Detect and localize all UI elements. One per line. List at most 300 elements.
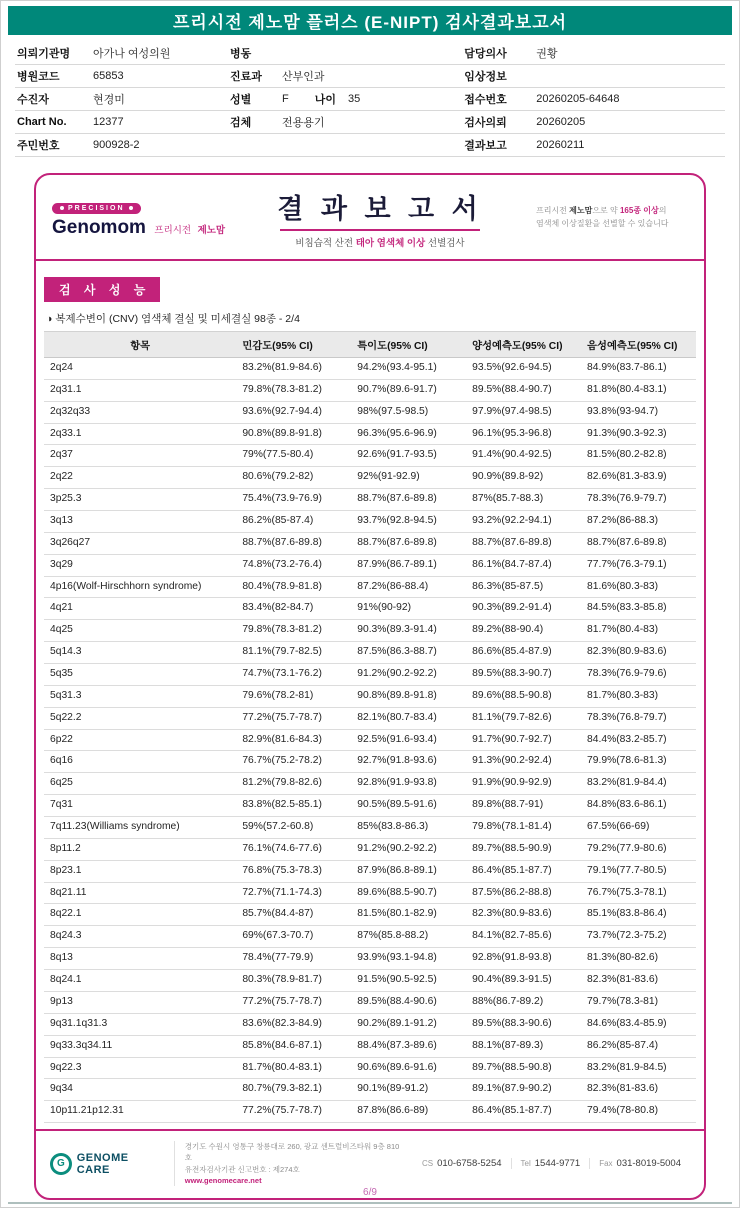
item-name-cell: 8p23.1 xyxy=(44,860,236,882)
item-name-cell: 4q25 xyxy=(44,620,236,642)
field-value: 아가나 여성의원 xyxy=(93,48,171,60)
field-label: 접수번호 xyxy=(464,94,507,106)
side-note-text: 의 xyxy=(658,206,667,216)
tel-label: Tel xyxy=(520,1159,531,1169)
genomom-logo xyxy=(52,197,224,239)
item-name-cell: 2q22 xyxy=(44,467,236,489)
table-row xyxy=(44,948,696,970)
metric-cell: 83.2%(81.9-84.5) xyxy=(581,1057,696,1079)
patient-info-cell xyxy=(15,65,228,88)
brand-subtitle-prefix: 프리시전 xyxy=(154,225,192,236)
metric-cell: 84.4%(83.2-85.7) xyxy=(581,729,696,751)
item-name-cell: 3p25.3 xyxy=(44,489,236,511)
item-name-cell: 3q13 xyxy=(44,511,236,533)
metric-cell: 91.4%(90.4-92.5) xyxy=(466,445,581,467)
subtitle-text: 선별검사 xyxy=(425,238,465,249)
metric-cell: 84.8%(83.6-86.1) xyxy=(581,795,696,817)
tel-contact xyxy=(511,1158,590,1169)
metric-cell: 81.7%(80.3-83) xyxy=(581,685,696,707)
precision-badge xyxy=(52,203,141,214)
item-name-cell: 2q24 xyxy=(44,358,236,380)
patient-info-cell xyxy=(15,134,228,157)
field-value: 권황 xyxy=(536,48,558,60)
item-name-cell: 6p22 xyxy=(44,729,236,751)
field-value: F xyxy=(282,93,289,105)
header-side-note xyxy=(536,205,688,231)
performance-table-head xyxy=(44,332,696,358)
metric-cell: 79.7%(78.3-81) xyxy=(581,991,696,1013)
field-value: 900928-2 xyxy=(93,139,140,151)
field-value: 35 xyxy=(348,93,361,105)
item-name-cell: 5q35 xyxy=(44,664,236,686)
metric-cell: 80.6%(79.2-82) xyxy=(236,467,351,489)
metric-cell: 87.9%(86.7-89.1) xyxy=(351,554,466,576)
metric-cell: 81.6%(80.3-83) xyxy=(581,576,696,598)
metric-cell: 92.8%(91.8-93.8) xyxy=(466,948,581,970)
metric-cell: 94.2%(93.4-95.1) xyxy=(351,358,466,380)
metric-cell: 90.5%(89.5-91.6) xyxy=(351,795,466,817)
patient-info-cell xyxy=(228,42,462,65)
contact-info xyxy=(413,1158,690,1169)
metric-cell: 90.3%(89.3-91.4) xyxy=(351,620,466,642)
metric-cell: 79.8%(78.3-81.2) xyxy=(236,379,351,401)
metric-cell: 86.2%(85-87.4) xyxy=(581,1035,696,1057)
metric-cell: 89.5%(88.3-90.6) xyxy=(466,1013,581,1035)
performance-table xyxy=(44,331,696,1123)
field-value: 산부인과 xyxy=(282,71,325,83)
metric-cell: 77.2%(75.7-78.7) xyxy=(236,991,351,1013)
field-label: 결과보고 xyxy=(464,140,507,152)
table-row xyxy=(44,576,696,598)
metric-cell: 79.9%(78.6-81.3) xyxy=(581,751,696,773)
table-row xyxy=(44,795,696,817)
item-name-cell: 8q24.3 xyxy=(44,926,236,948)
metric-cell: 90.7%(89.6-91.7) xyxy=(351,379,466,401)
item-name-cell: 8q13 xyxy=(44,948,236,970)
table-row xyxy=(44,620,696,642)
metric-cell: 91.2%(90.2-92.2) xyxy=(351,664,466,686)
metric-cell: 90.3%(89.2-91.4) xyxy=(466,598,581,620)
patient-info-cell xyxy=(228,134,462,157)
side-note-line-2: 염색체 이상질환을 선별할 수 있습니다 xyxy=(536,219,669,228)
item-name-cell: 9q33.3q34.11 xyxy=(44,1035,236,1057)
metric-cell: 84.1%(82.7-85.6) xyxy=(466,926,581,948)
side-note-brand: 제노맘 xyxy=(569,206,593,216)
table-row xyxy=(44,401,696,423)
metric-cell: 77.2%(75.7-78.7) xyxy=(236,707,351,729)
metric-cell: 86.2%(85-87.4) xyxy=(236,511,351,533)
table-row xyxy=(44,1079,696,1101)
metric-cell: 83.2%(81.9-84.4) xyxy=(581,773,696,795)
metric-cell: 89.5%(88.3-90.7) xyxy=(466,664,581,686)
genome-care-logo-icon: G xyxy=(50,1153,72,1175)
metric-cell: 82.3%(81-83.6) xyxy=(581,1079,696,1101)
field-label: 주민번호 xyxy=(17,140,60,152)
metric-cell: 93.2%(92.2-94.1) xyxy=(466,511,581,533)
metric-cell: 88.7%(87.6-89.8) xyxy=(466,532,581,554)
field-label: 나이 xyxy=(314,94,336,106)
fax-label: Fax xyxy=(599,1159,613,1169)
side-note-line-1 xyxy=(536,205,688,218)
table-row xyxy=(44,838,696,860)
company-address xyxy=(174,1141,403,1186)
report-heading-block xyxy=(224,187,536,249)
field-value: 20260211 xyxy=(536,139,585,151)
brand-line xyxy=(52,217,224,239)
field-label: 검사의뢰 xyxy=(464,117,507,129)
patient-info-cell xyxy=(15,88,228,111)
field-label: 담당의사 xyxy=(464,48,507,60)
side-note-highlight: 165종 이상 xyxy=(619,206,659,216)
metric-cell: 88.7%(87.6-89.8) xyxy=(236,532,351,554)
cnv-note xyxy=(46,311,704,326)
report-subheading xyxy=(224,235,536,249)
metric-cell: 86.1%(84.7-87.4) xyxy=(466,554,581,576)
metric-cell: 92.5%(91.6-93.4) xyxy=(351,729,466,751)
brand-subtitle: 제노맘 xyxy=(197,225,226,236)
metric-cell: 81.7%(80.4-83.1) xyxy=(236,1057,351,1079)
metric-cell: 91.3%(90.3-92.3) xyxy=(581,423,696,445)
item-name-cell: 8p11.2 xyxy=(44,838,236,860)
table-header-row xyxy=(44,332,696,358)
metric-cell: 86.6%(85.4-87.9) xyxy=(466,642,581,664)
table-row xyxy=(44,729,696,751)
patient-info-cell xyxy=(462,42,725,65)
item-name-cell: 2q31.1 xyxy=(44,379,236,401)
table-row xyxy=(44,707,696,729)
table-row xyxy=(44,642,696,664)
metric-cell: 88.7%(87.6-89.8) xyxy=(581,532,696,554)
cs-number: 010-6758-5254 xyxy=(437,1158,502,1170)
patient-info-cell xyxy=(228,65,462,88)
metric-cell: 81.1%(79.7-82.5) xyxy=(236,642,351,664)
metric-cell: 78.3%(76.9-79.7) xyxy=(581,489,696,511)
col-header-sensitivity: 민감도(95% CI) xyxy=(236,332,351,358)
metric-cell: 85.8%(84.6-87.1) xyxy=(236,1035,351,1057)
metric-cell: 89.7%(88.5-90.8) xyxy=(466,1057,581,1079)
item-name-cell: 9p13 xyxy=(44,991,236,1013)
report-title: 프리시전 제노맘 플러스 (E-NIPT) 검사결과보고서 xyxy=(172,13,568,32)
item-name-cell: 3q26q27 xyxy=(44,532,236,554)
metric-cell: 90.8%(89.8-91.8) xyxy=(351,685,466,707)
metric-cell: 93.6%(92.7-94.4) xyxy=(236,401,351,423)
metric-cell: 81.5%(80.1-82.9) xyxy=(351,904,466,926)
field-value: 65853 xyxy=(93,70,124,82)
precision-badge-label: PRECISION xyxy=(68,204,125,212)
table-row xyxy=(44,379,696,401)
metric-cell: 78.4%(77-79.9) xyxy=(236,948,351,970)
badge-dot-icon xyxy=(129,206,133,210)
item-name-cell: 4q21 xyxy=(44,598,236,620)
metric-cell: 87.2%(86-88.4) xyxy=(351,576,466,598)
page-bottom-rule xyxy=(8,1202,732,1204)
field-label: 수진자 xyxy=(17,94,49,106)
field-label: Chart No. xyxy=(17,116,67,128)
metric-cell: 87%(85.7-88.3) xyxy=(466,489,581,511)
table-row xyxy=(44,751,696,773)
item-name-cell: 3q29 xyxy=(44,554,236,576)
table-row xyxy=(44,685,696,707)
item-name-cell: 7q31 xyxy=(44,795,236,817)
col-header-specificity: 특이도(95% CI) xyxy=(351,332,466,358)
col-header-item: 항목 xyxy=(44,332,236,358)
item-name-cell: 7q11.23(Williams syndrome) xyxy=(44,817,236,839)
metric-cell: 86.4%(85.1-87.7) xyxy=(466,860,581,882)
badge-dot-icon xyxy=(60,206,64,210)
address-line-1: 경기도 수원시 영통구 창룡대로 260, 광교 센트럴비즈타워 9층 810호 xyxy=(184,1142,400,1163)
metric-cell: 87.2%(86-88.3) xyxy=(581,511,696,533)
item-name-cell: 2q33.1 xyxy=(44,423,236,445)
table-row xyxy=(44,511,696,533)
metric-cell: 79.8%(78.3-81.2) xyxy=(236,620,351,642)
field-label: 진료과 xyxy=(230,71,262,83)
metric-cell: 69%(67.3-70.7) xyxy=(236,926,351,948)
metric-cell: 82.6%(81.3-83.9) xyxy=(581,467,696,489)
metric-cell: 90.6%(89.6-91.6) xyxy=(351,1057,466,1079)
metric-cell: 90.1%(89-91.2) xyxy=(351,1079,466,1101)
metric-cell: 79.1%(77.7-80.5) xyxy=(581,860,696,882)
field-label: 병동 xyxy=(230,48,252,60)
metric-cell: 97.9%(97.4-98.5) xyxy=(466,401,581,423)
metric-cell: 89.7%(88.5-90.9) xyxy=(466,838,581,860)
metric-cell: 79.8%(78.1-81.4) xyxy=(466,817,581,839)
metric-cell: 81.5%(80.2-82.8) xyxy=(581,445,696,467)
title-underline xyxy=(280,229,480,231)
patient-info-cell xyxy=(15,111,228,134)
metric-cell: 75.4%(73.9-76.9) xyxy=(236,489,351,511)
table-row xyxy=(44,554,696,576)
metric-cell: 82.3%(81-83.6) xyxy=(581,970,696,992)
metric-cell: 82.9%(81.6-84.3) xyxy=(236,729,351,751)
col-header-ppv: 양성예측도(95% CI) xyxy=(466,332,581,358)
cs-label: CS xyxy=(421,1159,434,1169)
item-name-cell: 5q22.2 xyxy=(44,707,236,729)
table-row xyxy=(44,860,696,882)
field-value: 현경미 xyxy=(93,94,125,106)
field-label: 검체 xyxy=(230,117,252,129)
metric-cell: 87.9%(86.8-89.1) xyxy=(351,860,466,882)
metric-cell: 79.2%(77.9-80.6) xyxy=(581,838,696,860)
item-name-cell: 5q14.3 xyxy=(44,642,236,664)
item-name-cell: 8q21.11 xyxy=(44,882,236,904)
metric-cell: 89.6%(88.5-90.8) xyxy=(466,685,581,707)
metric-cell: 79%(77.5-80.4) xyxy=(236,445,351,467)
report-box-header xyxy=(36,175,704,261)
patient-info-cell xyxy=(462,65,725,88)
table-row xyxy=(44,358,696,380)
metric-cell: 89.5%(88.4-90.6) xyxy=(351,991,466,1013)
fax-contact xyxy=(589,1158,690,1169)
metric-cell: 79.4%(78-80.8) xyxy=(581,1101,696,1123)
metric-cell: 90.4%(89.3-91.5) xyxy=(466,970,581,992)
metric-cell: 92.7%(91.8-93.6) xyxy=(351,751,466,773)
metric-cell: 84.5%(83.3-85.8) xyxy=(581,598,696,620)
metric-cell: 79.6%(78.2-81) xyxy=(236,685,351,707)
table-row xyxy=(44,1035,696,1057)
metric-cell: 76.7%(75.3-78.1) xyxy=(581,882,696,904)
section-title-badge: 검 사 성 능 xyxy=(44,277,160,302)
metric-cell: 86.3%(85-87.5) xyxy=(466,576,581,598)
table-row xyxy=(44,1057,696,1079)
table-row xyxy=(44,926,696,948)
table-row xyxy=(44,467,696,489)
performance-table-body xyxy=(44,358,696,1123)
metric-cell: 87.5%(86.2-88.8) xyxy=(466,882,581,904)
side-note-text: 으로 약 xyxy=(592,206,620,216)
metric-cell: 89.8%(88.7-91) xyxy=(466,795,581,817)
item-name-cell: 5q31.3 xyxy=(44,685,236,707)
metric-cell: 88.4%(87.3-89.6) xyxy=(351,1035,466,1057)
field-label: 성별 xyxy=(230,94,252,106)
field-value: 12377 xyxy=(93,116,124,128)
metric-cell: 98%(97.5-98.5) xyxy=(351,401,466,423)
metric-cell: 84.9%(83.7-86.1) xyxy=(581,358,696,380)
metric-cell: 88%(86.7-89.2) xyxy=(466,991,581,1013)
field-value: 20260205-64648 xyxy=(536,93,620,105)
metric-cell: 73.7%(72.3-75.2) xyxy=(581,926,696,948)
table-row xyxy=(44,489,696,511)
metric-cell: 81.1%(79.7-82.6) xyxy=(466,707,581,729)
subtitle-text: 비침습적 산전 xyxy=(295,238,356,249)
metric-cell: 91.2%(90.2-92.2) xyxy=(351,838,466,860)
metric-cell: 93.5%(92.6-94.5) xyxy=(466,358,581,380)
metric-cell: 96.3%(95.6-96.9) xyxy=(351,423,466,445)
table-row xyxy=(44,532,696,554)
metric-cell: 90.2%(89.1-91.2) xyxy=(351,1013,466,1035)
patient-info-cell xyxy=(228,88,462,111)
item-name-cell: 2q32q33 xyxy=(44,401,236,423)
genome-care-name: GENOME CARE xyxy=(76,1151,129,1176)
item-name-cell: 9q34 xyxy=(44,1079,236,1101)
result-report-box xyxy=(34,173,706,1200)
cnv-note-text: 복제수변이 (CNV) 염색체 결실 및 미세결실 98종 - 2/4 xyxy=(55,313,300,325)
field-label: 병원코드 xyxy=(17,71,60,83)
table-row xyxy=(44,598,696,620)
table-row xyxy=(44,991,696,1013)
metric-cell: 74.7%(73.1-76.2) xyxy=(236,664,351,686)
metric-cell: 83.8%(82.5-85.1) xyxy=(236,795,351,817)
metric-cell: 92.8%(91.9-93.8) xyxy=(351,773,466,795)
side-note-text: 프리시전 xyxy=(536,206,570,216)
metric-cell: 76.1%(74.6-77.6) xyxy=(236,838,351,860)
metric-cell: 92%(91-92.9) xyxy=(351,467,466,489)
metric-cell: 91.7%(90.7-92.7) xyxy=(466,729,581,751)
metric-cell: 96.1%(95.3-96.8) xyxy=(466,423,581,445)
col-header-npv: 음성예측도(95% CI) xyxy=(581,332,696,358)
metric-cell: 76.7%(75.2-78.2) xyxy=(236,751,351,773)
metric-cell: 81.7%(80.4-83) xyxy=(581,620,696,642)
metric-cell: 83.2%(81.9-84.6) xyxy=(236,358,351,380)
item-name-cell: 8q24.1 xyxy=(44,970,236,992)
item-name-cell: 9q31.1q31.3 xyxy=(44,1013,236,1035)
metric-cell: 88.7%(87.6-89.8) xyxy=(351,489,466,511)
patient-info-cell xyxy=(228,111,462,134)
website-link[interactable]: www.genomecare.net xyxy=(184,1175,262,1185)
metric-cell: 77.7%(76.3-79.1) xyxy=(581,554,696,576)
metric-cell: 83.4%(82-84.7) xyxy=(236,598,351,620)
metric-cell: 93.7%(92.8-94.5) xyxy=(351,511,466,533)
patient-info-cell xyxy=(15,42,228,65)
metric-cell: 89.1%(87.9-90.2) xyxy=(466,1079,581,1101)
brand-name: Genomom xyxy=(52,217,146,238)
metric-cell: 89.5%(88.4-90.7) xyxy=(466,379,581,401)
genome-care-logo xyxy=(50,1152,164,1176)
item-name-cell: 9q22.3 xyxy=(44,1057,236,1079)
metric-cell: 91%(90-92) xyxy=(351,598,466,620)
table-row xyxy=(44,664,696,686)
metric-cell: 90.9%(89.8-92) xyxy=(466,467,581,489)
page-number: 6/9 xyxy=(363,1187,377,1198)
table-row xyxy=(44,773,696,795)
metric-cell: 81.8%(80.4-83.1) xyxy=(581,379,696,401)
metric-cell: 59%(57.2-60.8) xyxy=(236,817,351,839)
metric-cell: 81.3%(80-82.6) xyxy=(581,948,696,970)
field-label: 임상정보 xyxy=(464,71,507,83)
metric-cell: 89.6%(88.5-90.7) xyxy=(351,882,466,904)
metric-cell: 91.3%(90.2-92.4) xyxy=(466,751,581,773)
metric-cell: 85.7%(84.4-87) xyxy=(236,904,351,926)
table-row xyxy=(44,1013,696,1035)
address-line-2: 유전자검사기관 신고번호 : 제274호 xyxy=(184,1164,300,1174)
item-name-cell: 6q16 xyxy=(44,751,236,773)
table-row xyxy=(44,445,696,467)
subtitle-highlight: 태아 염색체 이상 xyxy=(355,238,426,249)
field-value: 전용용기 xyxy=(282,117,325,129)
table-row xyxy=(44,882,696,904)
metric-cell: 76.8%(75.3-78.3) xyxy=(236,860,351,882)
metric-cell: 82.1%(80.7-83.4) xyxy=(351,707,466,729)
patient-info-cell xyxy=(462,88,725,111)
metric-cell: 84.6%(83.4-85.9) xyxy=(581,1013,696,1035)
patient-info-cell xyxy=(462,134,725,157)
table-row xyxy=(44,423,696,445)
metric-cell: 88.1%(87-89.3) xyxy=(466,1035,581,1057)
metric-cell: 82.3%(80.9-83.6) xyxy=(466,904,581,926)
patient-info-cell xyxy=(462,111,725,134)
patient-info-grid xyxy=(15,42,725,157)
item-name-cell: 2q37 xyxy=(44,445,236,467)
item-name-cell: 10p11.21p12.31 xyxy=(44,1101,236,1123)
metric-cell: 85.1%(83.8-86.4) xyxy=(581,904,696,926)
metric-cell: 87.8%(86.6-89) xyxy=(351,1101,466,1123)
cs-contact xyxy=(413,1158,511,1169)
metric-cell: 93.9%(93.1-94.8) xyxy=(351,948,466,970)
metric-cell: 93.8%(93-94.7) xyxy=(581,401,696,423)
metric-cell: 72.7%(71.1-74.3) xyxy=(236,882,351,904)
metric-cell: 80.4%(78.9-81.8) xyxy=(236,576,351,598)
metric-cell: 83.6%(82.3-84.9) xyxy=(236,1013,351,1035)
metric-cell: 74.8%(73.2-76.4) xyxy=(236,554,351,576)
metric-cell: 91.5%(90.5-92.5) xyxy=(351,970,466,992)
fax-number: 031-8019-5004 xyxy=(616,1158,681,1170)
metric-cell: 89.2%(88-90.4) xyxy=(466,620,581,642)
metric-cell: 80.3%(78.9-81.7) xyxy=(236,970,351,992)
item-name-cell: 6q25 xyxy=(44,773,236,795)
field-label: 의뢰기관명 xyxy=(17,48,71,60)
half-circle-bullet-icon: ◑ xyxy=(46,313,53,325)
metric-cell: 85%(83.8-86.3) xyxy=(351,817,466,839)
metric-cell: 67.5%(66-69) xyxy=(581,817,696,839)
metric-cell: 81.2%(79.8-82.6) xyxy=(236,773,351,795)
table-row xyxy=(44,904,696,926)
item-name-cell: 4p16(Wolf-Hirschhorn syndrome) xyxy=(44,576,236,598)
metric-cell: 80.7%(79.3-82.1) xyxy=(236,1079,351,1101)
report-title-bar xyxy=(8,6,732,35)
metric-cell: 77.2%(75.7-78.7) xyxy=(236,1101,351,1123)
table-row xyxy=(44,970,696,992)
field-value: 20260205 xyxy=(536,116,586,128)
metric-cell: 87.5%(86.3-88.7) xyxy=(351,642,466,664)
